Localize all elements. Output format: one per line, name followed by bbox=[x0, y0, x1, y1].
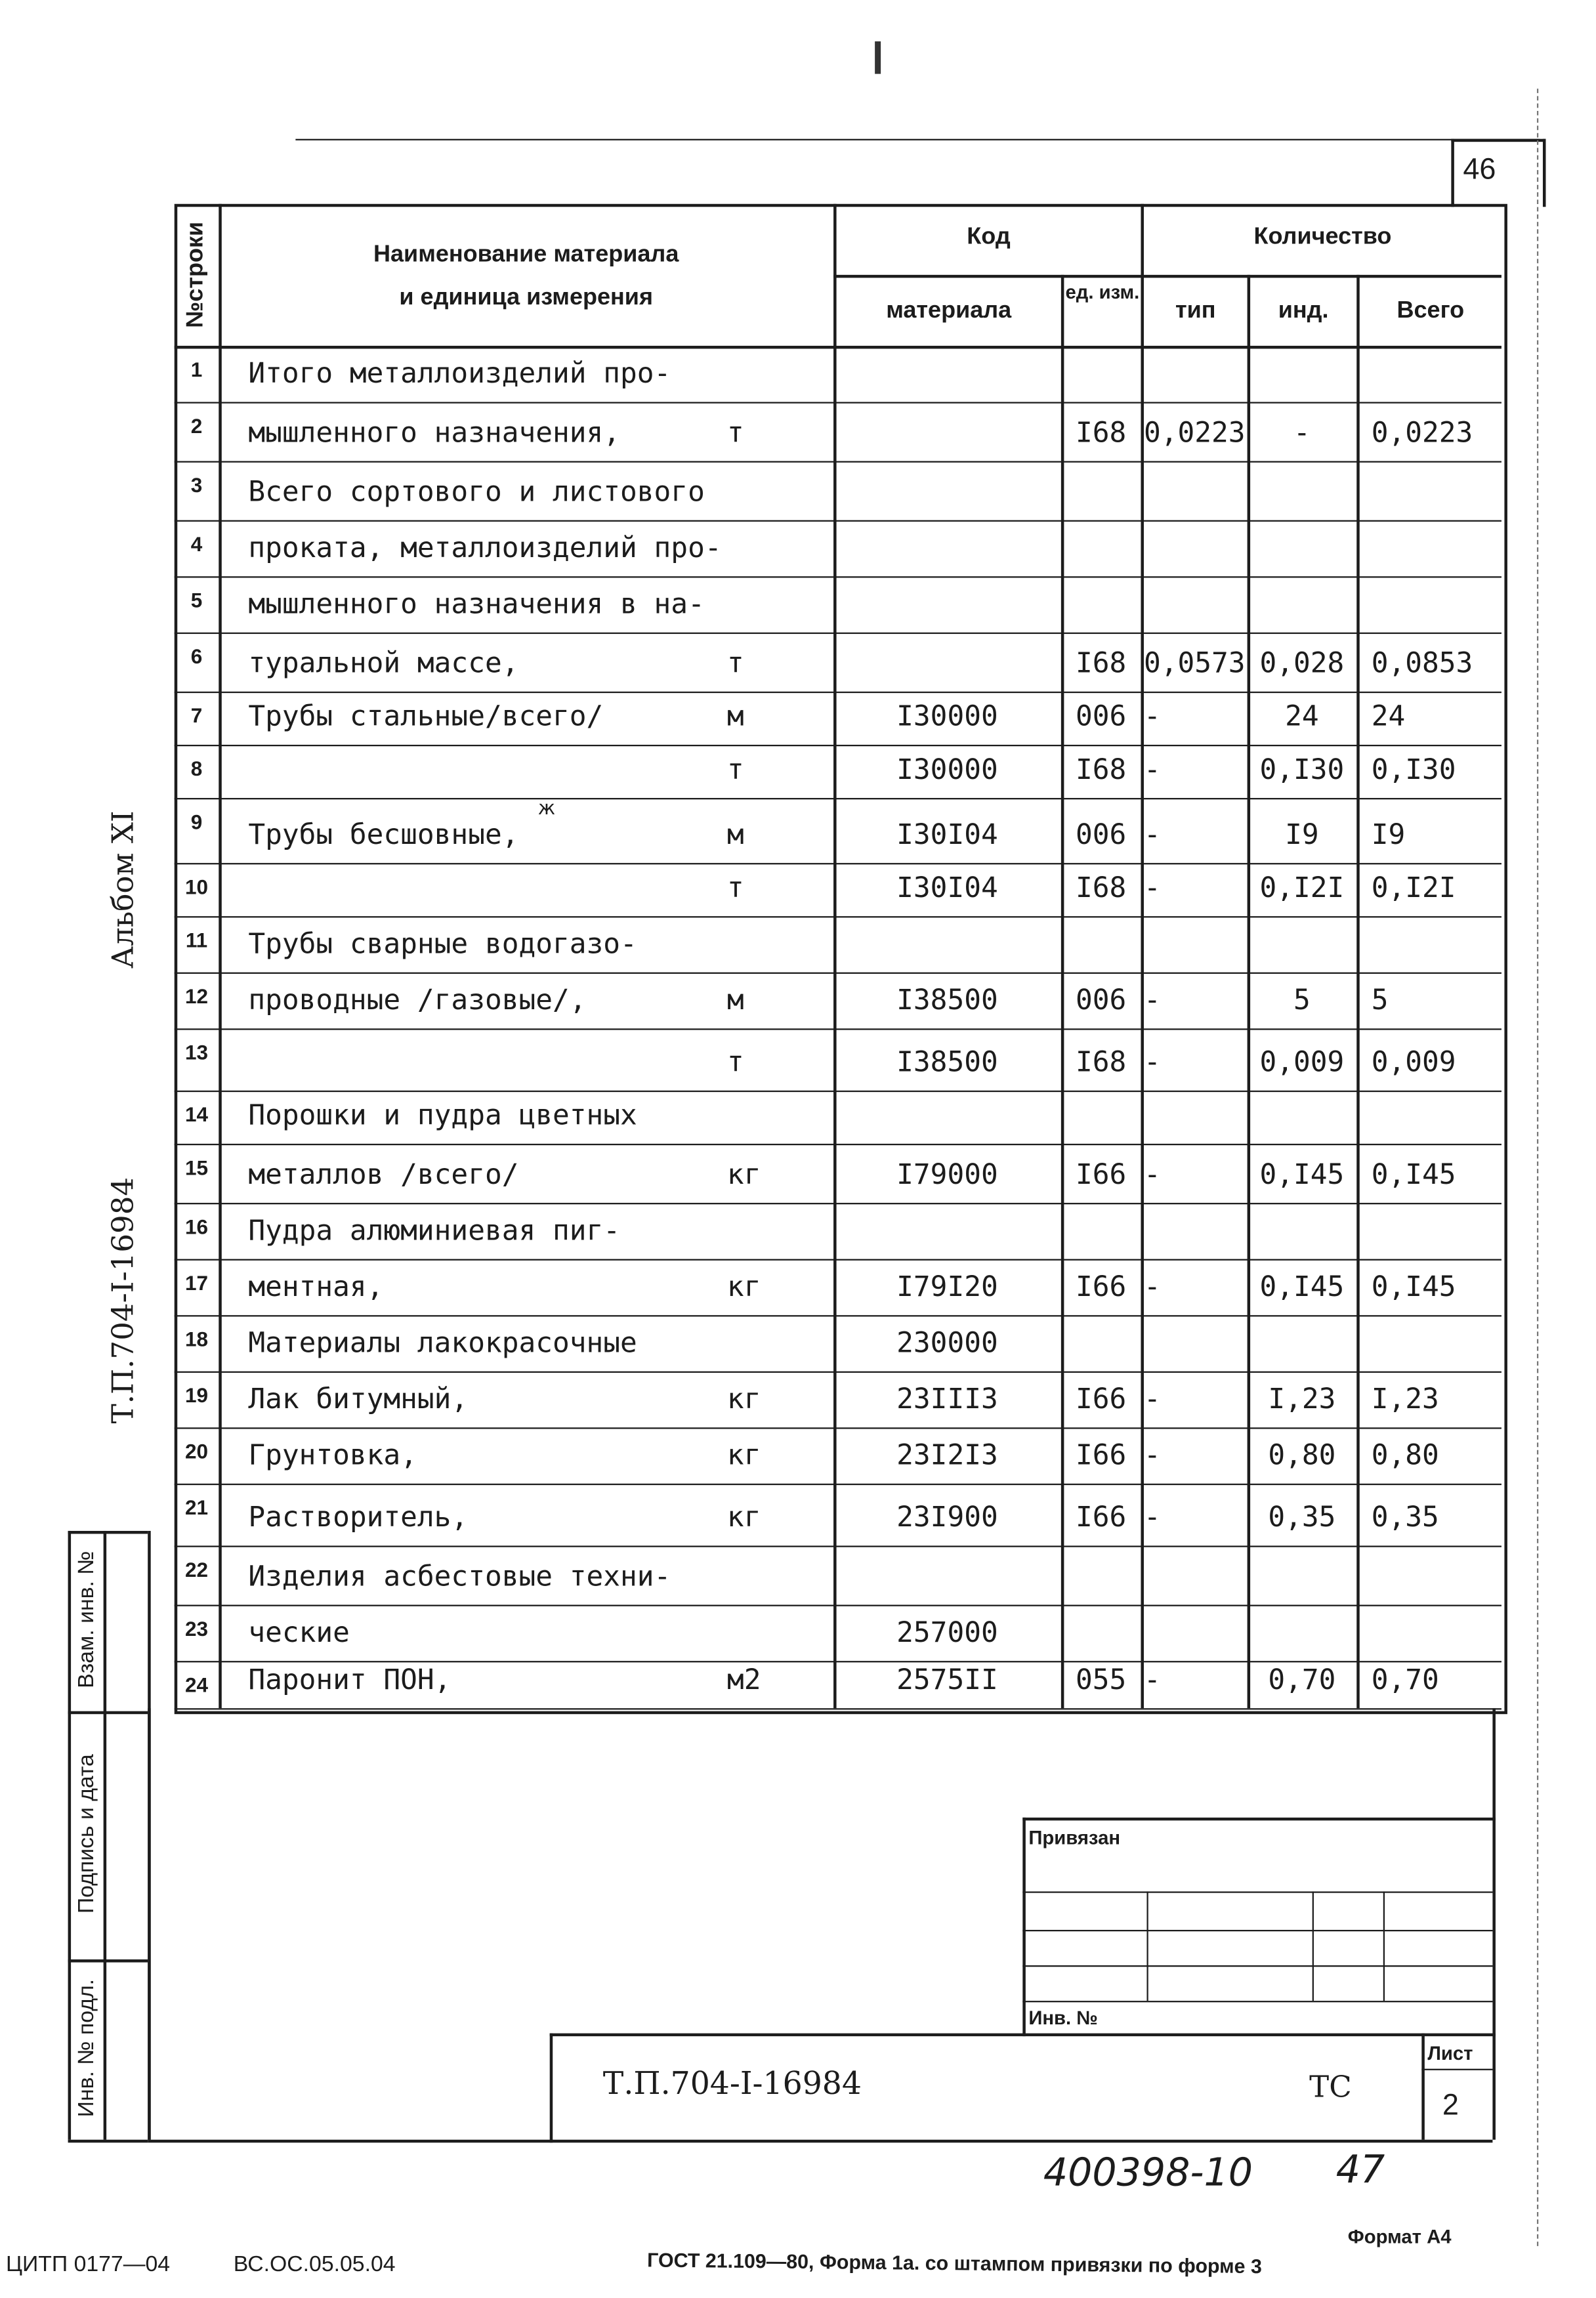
col-line-code bbox=[833, 204, 837, 1708]
unit: т bbox=[726, 1046, 744, 1079]
unit-code: I66 bbox=[1075, 1158, 1127, 1192]
row-number: 5 bbox=[190, 588, 203, 612]
unit-code: I66 bbox=[1075, 1439, 1127, 1472]
qty-type: - bbox=[1143, 1501, 1161, 1534]
qty-total: I9 bbox=[1371, 818, 1406, 852]
material-name: Всего сортового и листового bbox=[248, 476, 705, 509]
row-line bbox=[175, 402, 1502, 404]
stamp-line-4 bbox=[1022, 2001, 1492, 2002]
material-code: 230000 bbox=[896, 1327, 998, 1360]
row-number: 16 bbox=[184, 1215, 209, 1239]
qty-type: - bbox=[1143, 753, 1161, 787]
bound-label: Привязан bbox=[1028, 1826, 1121, 1849]
row-number: 24 bbox=[184, 1673, 209, 1697]
col-line-rowno bbox=[219, 204, 222, 1708]
qty-ind: 0,I2I bbox=[1259, 871, 1345, 905]
unit-code: I66 bbox=[1075, 1270, 1127, 1304]
qty-type: - bbox=[1143, 1046, 1161, 1079]
material-name: Пудра алюминиевая пиг- bbox=[248, 1215, 621, 1247]
material-code: I30000 bbox=[896, 753, 998, 787]
row-number: 1 bbox=[190, 357, 203, 381]
header-quantity: Количество bbox=[1253, 224, 1392, 250]
material-code: 23I900 bbox=[896, 1501, 998, 1534]
row-number: 6 bbox=[190, 644, 203, 668]
album-label: Альбом XI bbox=[104, 810, 140, 969]
footer-series: ВС.ОС.05.05.04 bbox=[233, 2251, 396, 2278]
header-qty-ind: инд. bbox=[1278, 298, 1329, 324]
scan-speck bbox=[875, 41, 881, 74]
material-name: Трубы сварные водогазо- bbox=[248, 928, 637, 961]
row-line bbox=[175, 1144, 1502, 1145]
top-rule bbox=[295, 139, 1540, 140]
material-code: I30I04 bbox=[896, 871, 998, 905]
row-number: 10 bbox=[184, 875, 209, 899]
qty-type: - bbox=[1143, 984, 1161, 1017]
row-number: 20 bbox=[184, 1439, 209, 1463]
header-code-material: материала bbox=[886, 298, 1012, 324]
title-document-code: Т.П.704-I-16984 bbox=[602, 2066, 862, 2102]
row-number: 12 bbox=[184, 984, 209, 1008]
unit: т bbox=[726, 647, 744, 680]
material-code: I38500 bbox=[896, 1046, 998, 1079]
row-number: 18 bbox=[184, 1327, 209, 1351]
row-number: 7 bbox=[190, 703, 203, 727]
material-name: Материалы лакокрасочные bbox=[248, 1327, 637, 1360]
handwritten-page: 47 bbox=[1335, 2148, 1385, 2193]
unit: м bbox=[726, 700, 744, 733]
row-line bbox=[175, 745, 1502, 746]
row-line bbox=[175, 1708, 1502, 1709]
col-line-total bbox=[1356, 275, 1360, 1708]
material-name: проката, металлоизделий про- bbox=[248, 532, 722, 565]
scan-edge-line bbox=[1537, 89, 1538, 2246]
title-doc-type: ТС bbox=[1309, 2068, 1352, 2104]
row-number: 9 bbox=[190, 810, 203, 834]
inv-label: Инв. № bbox=[1028, 2007, 1098, 2029]
row-line bbox=[175, 972, 1502, 974]
qty-total: 0,0853 bbox=[1371, 647, 1473, 680]
row-number: 11 bbox=[185, 928, 208, 952]
qty-total: 0,I45 bbox=[1371, 1270, 1456, 1304]
header-name-line1: Наименование материала bbox=[373, 242, 679, 268]
header-bottom-line bbox=[175, 346, 1502, 349]
title-block-sheet-split bbox=[1421, 2069, 1492, 2070]
unit-code: I66 bbox=[1075, 1383, 1127, 1416]
material-code: I79000 bbox=[896, 1158, 998, 1192]
material-name: Грунтовка, bbox=[248, 1439, 417, 1472]
qty-ind: 0,35 bbox=[1268, 1501, 1336, 1534]
row-line bbox=[175, 461, 1502, 463]
qty-ind: I9 bbox=[1285, 818, 1319, 852]
material-name: Трубы стальные/всего/ bbox=[248, 700, 604, 733]
stamp-vline-1 bbox=[1146, 1891, 1148, 2001]
row-number: 17 bbox=[184, 1270, 209, 1295]
project-code-vertical: Т.П.704-I-16984 bbox=[104, 1177, 140, 1424]
row-number: 14 bbox=[184, 1102, 209, 1126]
unit: т bbox=[726, 871, 744, 905]
qty-type: - bbox=[1143, 818, 1161, 852]
header-split-line bbox=[833, 275, 1502, 278]
sheet-label: Лист bbox=[1427, 2042, 1473, 2064]
row-line bbox=[175, 1259, 1502, 1261]
row-number: 15 bbox=[184, 1155, 209, 1180]
material-name: туральной массе, bbox=[248, 647, 519, 680]
material-name: ческие bbox=[248, 1616, 350, 1650]
qty-ind: 0,I45 bbox=[1259, 1158, 1345, 1192]
row-number: 13 bbox=[184, 1040, 209, 1064]
row-line bbox=[175, 692, 1502, 693]
header-code-unit: ед. изм. bbox=[1065, 280, 1140, 303]
handwritten-number: 400398-10 bbox=[1043, 2151, 1253, 2196]
qty-type: - bbox=[1143, 1270, 1161, 1304]
qty-ind: 0,80 bbox=[1268, 1439, 1336, 1472]
sheet-number: 2 bbox=[1442, 2089, 1459, 2122]
qty-ind: 5 bbox=[1293, 984, 1311, 1017]
material-name: Порошки и пудра цветных bbox=[248, 1099, 637, 1132]
material-code: I30I04 bbox=[896, 818, 998, 852]
qty-total: 0,I2I bbox=[1371, 871, 1456, 905]
label-replaced-inv: Взам. инв. № bbox=[74, 1551, 99, 1688]
header-row-number: №строки bbox=[183, 221, 209, 328]
margin-bottom-line bbox=[68, 2140, 148, 2143]
qty-type: - bbox=[1143, 1663, 1161, 1697]
qty-total: 0,70 bbox=[1371, 1663, 1439, 1697]
material-code: 23I2I3 bbox=[896, 1439, 998, 1472]
qty-total: 0,80 bbox=[1371, 1439, 1439, 1472]
footer-gost: ГОСТ 21.109—80, Форма 1а. со штампом привязки по форме 3 bbox=[646, 2249, 1263, 2278]
material-name: мышленного назначения в на- bbox=[248, 588, 705, 621]
qty-type: - bbox=[1143, 1439, 1161, 1472]
material-name: Паронит ПОН, bbox=[248, 1663, 452, 1697]
unit: кг bbox=[726, 1158, 761, 1192]
qty-type: - bbox=[1143, 871, 1161, 905]
unit: т bbox=[726, 417, 744, 449]
qty-total: I,23 bbox=[1371, 1383, 1439, 1416]
unit-code: I68 bbox=[1075, 647, 1127, 680]
row-number: 21 bbox=[184, 1495, 209, 1519]
unit-code: 055 bbox=[1075, 1663, 1127, 1697]
label-signature-date: Подпись и дата bbox=[74, 1754, 99, 1914]
row-line bbox=[175, 1545, 1502, 1547]
stamp-vline-3 bbox=[1383, 1891, 1385, 2001]
qty-total: 0,I30 bbox=[1371, 753, 1456, 787]
unit: м bbox=[726, 984, 744, 1017]
qty-ind: 0,70 bbox=[1268, 1663, 1336, 1697]
page-number: 46 bbox=[1463, 154, 1496, 186]
row-number: 2 bbox=[190, 413, 203, 438]
unit: кг bbox=[726, 1270, 761, 1304]
qty-type: - bbox=[1143, 700, 1161, 733]
row-number: 4 bbox=[190, 532, 203, 556]
stamp-line-2 bbox=[1022, 1930, 1492, 1931]
unit-code: 006 bbox=[1075, 700, 1127, 733]
material-name: ментная, bbox=[248, 1270, 384, 1304]
row-line bbox=[175, 1484, 1502, 1485]
material-name: мышленного назначения, bbox=[248, 417, 621, 449]
unit: м2 bbox=[726, 1663, 761, 1697]
material-name: Лак битумный, bbox=[248, 1383, 469, 1416]
qty-total: 0,I45 bbox=[1371, 1158, 1456, 1192]
unit-code: 006 bbox=[1075, 984, 1127, 1017]
row-line bbox=[175, 1315, 1502, 1316]
unit: т bbox=[726, 753, 744, 787]
row-line bbox=[175, 916, 1502, 917]
material-code: I79I20 bbox=[896, 1270, 998, 1304]
qty-total: 0,35 bbox=[1371, 1501, 1439, 1534]
stamp-line-1 bbox=[1022, 1891, 1492, 1892]
row-number: 22 bbox=[184, 1557, 209, 1581]
header-qty-type: тип bbox=[1175, 298, 1216, 324]
format-label: Формат А4 bbox=[1347, 2225, 1452, 2248]
header-name-line2: и единица измерения bbox=[399, 285, 653, 310]
unit: кг bbox=[726, 1439, 761, 1472]
row-line bbox=[175, 1605, 1502, 1606]
row-line bbox=[175, 863, 1502, 864]
material-code: 2575II bbox=[896, 1663, 998, 1697]
qty-total: 5 bbox=[1371, 984, 1389, 1017]
qty-total: 0,009 bbox=[1371, 1046, 1456, 1079]
row-number: 23 bbox=[184, 1616, 209, 1640]
unit-code: I68 bbox=[1075, 753, 1127, 787]
frame-left-lower bbox=[148, 1708, 151, 2140]
material-code: 257000 bbox=[896, 1616, 998, 1650]
margin-mid-line bbox=[104, 1531, 107, 2140]
unit-code: I68 bbox=[1075, 871, 1127, 905]
qty-total: 24 bbox=[1371, 700, 1406, 733]
qty-ind: - bbox=[1293, 417, 1311, 449]
qty-type: 0,0573 bbox=[1143, 647, 1246, 680]
qty-total: 0,0223 bbox=[1371, 417, 1473, 449]
title-block-sheet-line bbox=[1421, 2034, 1425, 2140]
row-line bbox=[175, 633, 1502, 634]
material-name: Трубы бесшовные, bbox=[248, 818, 519, 852]
row-line bbox=[175, 1661, 1502, 1662]
unit-code: I68 bbox=[1075, 1046, 1127, 1079]
row-line bbox=[175, 576, 1502, 577]
stamp-vline-2 bbox=[1312, 1891, 1314, 2001]
row-line bbox=[175, 1203, 1502, 1204]
unit-code: I66 bbox=[1075, 1501, 1127, 1534]
superscript-mark: ж bbox=[537, 798, 556, 820]
qty-type: 0,0223 bbox=[1143, 417, 1246, 449]
qty-ind: I,23 bbox=[1268, 1383, 1336, 1416]
material-name: металлов /всего/ bbox=[248, 1158, 519, 1192]
qty-ind: 0,009 bbox=[1259, 1046, 1345, 1079]
unit: кг bbox=[726, 1501, 761, 1534]
row-line bbox=[175, 1028, 1502, 1030]
label-inv-original: Инв. № подл. bbox=[74, 1978, 99, 2118]
header-qty-total: Всего bbox=[1396, 298, 1465, 324]
row-line bbox=[175, 1427, 1502, 1429]
unit-code: 006 bbox=[1075, 818, 1127, 852]
qty-ind: 0,I30 bbox=[1259, 753, 1345, 787]
unit: кг bbox=[726, 1383, 761, 1416]
unit: м bbox=[726, 818, 744, 852]
material-name: проводные /газовые/, bbox=[248, 984, 587, 1017]
material-code: I30000 bbox=[896, 700, 998, 733]
material-code: 23III3 bbox=[896, 1383, 998, 1416]
qty-ind: 24 bbox=[1285, 700, 1319, 733]
header-code: Код bbox=[967, 224, 1011, 250]
footer-left-code: ЦИТП 0177—04 bbox=[6, 2251, 171, 2278]
material-name: Итого металлоизделий про- bbox=[248, 357, 671, 390]
row-number: 19 bbox=[184, 1383, 209, 1407]
qty-ind: 0,028 bbox=[1259, 647, 1345, 680]
binding-stamp bbox=[1022, 1818, 1496, 2036]
unit-code: I68 bbox=[1075, 417, 1127, 449]
row-line bbox=[175, 1371, 1502, 1373]
qty-type: - bbox=[1143, 1383, 1161, 1416]
row-line bbox=[175, 798, 1502, 799]
material-name: Растворитель, bbox=[248, 1501, 469, 1534]
row-number: 8 bbox=[190, 756, 203, 781]
qty-type: - bbox=[1143, 1158, 1161, 1192]
stamp-line-3 bbox=[1022, 1965, 1492, 1967]
qty-ind: 0,I45 bbox=[1259, 1270, 1345, 1304]
material-name: Изделия асбестовые техни- bbox=[248, 1560, 671, 1593]
row-line bbox=[175, 520, 1502, 522]
row-number: 3 bbox=[190, 472, 203, 497]
row-line bbox=[175, 1091, 1502, 1092]
material-code: I38500 bbox=[896, 984, 998, 1017]
